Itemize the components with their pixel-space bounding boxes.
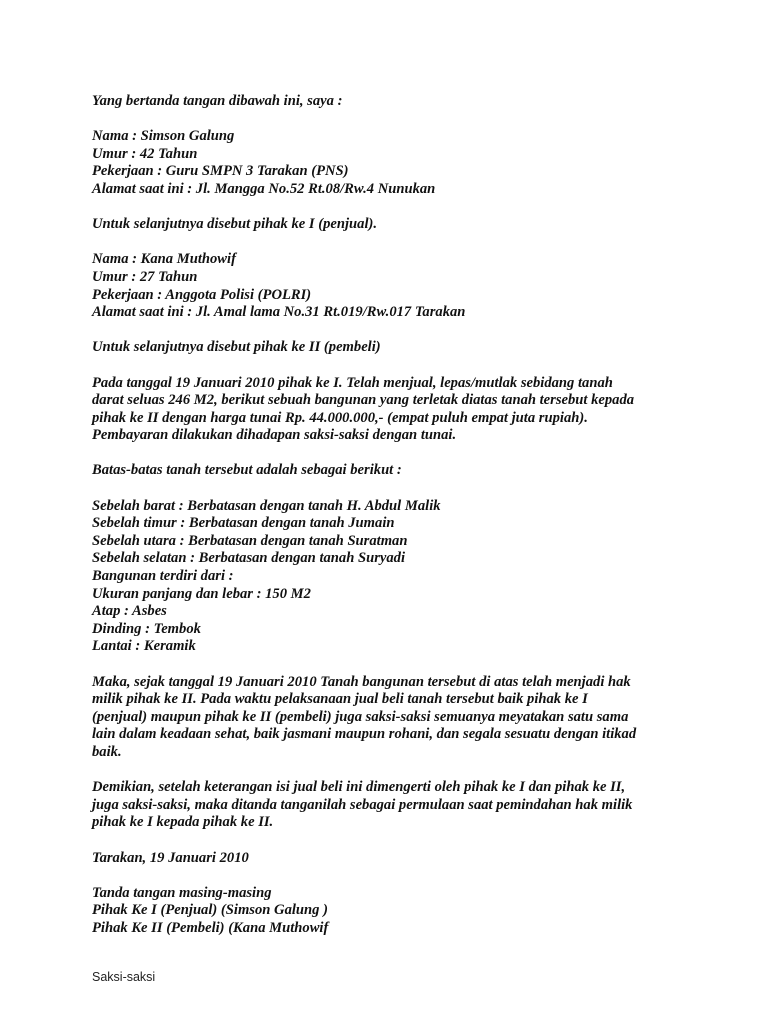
spacer — [92, 357, 692, 375]
spacer — [92, 762, 692, 780]
signature-line: Pihak Ke II (Pembeli) (Kana Muthowif — [92, 919, 329, 936]
paragraph-line: juga saksi-saksi, maka ditanda tanganilah sebagai permulaan saat pemindahan hak milik — [92, 796, 633, 813]
list-item: Sebelah timur : Berbatasan dengan tanah Jumain — [92, 515, 395, 532]
list-item: Sebelah utara : Berbatasan dengan tanah Suratman — [92, 532, 408, 549]
paragraph-line: darat seluas 246 M2, berikut sebuah bangunan yang terletak diatas tanah tersebut kepada — [92, 392, 635, 409]
witness-label: Saksi-saksi — [92, 970, 156, 984]
document-body — [92, 93, 692, 938]
seller-address: Alamat saat ini : Jl. Mangga No.52 Rt.08/Rw.4 Nunukan — [92, 180, 436, 197]
buyer-address: Alamat saat ini : Jl. Amal lama No.31 Rt.019/Rw.017 Tarakan — [92, 304, 466, 321]
seller-age: Umur : 42 Tahun — [92, 145, 198, 162]
seller-name: Nama : Simson Galung — [92, 128, 235, 145]
seller-identity-block — [92, 128, 692, 198]
paragraph-line: Demikian, setelah keterangan isi jual beli ini dimengerti oleh pihak ke I dan pihak ke II, — [92, 779, 626, 796]
paragraph-line: baik. — [92, 743, 122, 760]
ownership-paragraph — [92, 674, 692, 762]
paragraph-line: milik pihak ke II. Pada waktu pelaksanaan jual beli tanah tersebut baik pihak ke I — [92, 691, 588, 708]
spacer — [92, 445, 692, 463]
paragraph-line: Pembayaran dilakukan dihadapan saksi-saksi dengan tunai. — [92, 427, 457, 444]
list-item: Sebelah barat : Berbatasan dengan tanah H. Abdul Malik — [92, 497, 441, 514]
signature-block — [92, 885, 692, 938]
spacer — [92, 199, 692, 217]
paragraph-line: Maka, sejak tanggal 19 Januari 2010 Tanah bangunan tersebut di atas telah menjadi hak — [92, 673, 631, 690]
buyer-job: Pekerjaan : Anggota Polisi (POLRI) — [92, 286, 312, 303]
place-date: Tarakan, 19 Januari 2010 — [92, 849, 249, 866]
list-item: Lantai : Keramik — [92, 638, 196, 655]
list-item: Sebelah selatan : Berbatasan dengan tanah Suryadi — [92, 550, 406, 567]
signature-line: Pihak Ke I (Penjual) (Simson Galung ) — [92, 902, 328, 919]
buyer-age: Umur : 27 Tahun — [92, 268, 198, 285]
transaction-paragraph — [92, 375, 692, 445]
paragraph-line: lain dalam keadaan sehat, baik jasmani maupun rohani, dan segala sesuatu dengan itikad — [92, 726, 637, 743]
list-item: Dinding : Tembok — [92, 620, 201, 637]
boundaries-intro: Batas-batas tanah tersebut adalah sebagai berikut : — [92, 462, 402, 479]
seller-role: Untuk selanjutnya disebut pihak ke I (penjual). — [92, 216, 378, 233]
spacer — [92, 234, 692, 252]
paragraph-line: Pada tanggal 19 Januari 2010 pihak ke I. Telah menjual, lepas/mutlak sebidang tanah — [92, 374, 613, 391]
spacer — [92, 832, 692, 850]
signature-line: Tanda tangan masing-masing — [92, 884, 272, 901]
paragraph-line: pihak ke II dengan harga tunai Rp. 44.000.000,- (empat puluh empat juta rupiah). — [92, 409, 588, 426]
spacer — [92, 867, 692, 885]
buyer-name: Nama : Kana Muthowif — [92, 251, 236, 268]
seller-job: Pekerjaan : Guru SMPN 3 Tarakan (PNS) — [92, 163, 349, 180]
paragraph-line: (penjual) maupun pihak ke II (pembeli) juga saksi-saksi semuanya meyatakan satu sama — [92, 708, 629, 725]
spacer — [92, 111, 692, 129]
boundaries-list — [92, 498, 692, 656]
spacer — [92, 480, 692, 498]
list-item: Atap : Asbes — [92, 603, 167, 620]
list-item: Bangunan terdiri dari : — [92, 568, 234, 585]
list-item: Ukuran panjang dan lebar : 150 M2 — [92, 585, 311, 602]
closing-paragraph — [92, 779, 692, 832]
spacer — [92, 322, 692, 340]
buyer-identity-block — [92, 251, 692, 321]
spacer — [92, 656, 692, 674]
opening-statement: Yang bertanda tangan dibawah ini, saya : — [92, 93, 343, 109]
paragraph-line: pihak ke I kepada pihak ke II. — [92, 814, 274, 831]
buyer-role: Untuk selanjutnya disebut pihak ke II (pembeli) — [92, 339, 381, 356]
